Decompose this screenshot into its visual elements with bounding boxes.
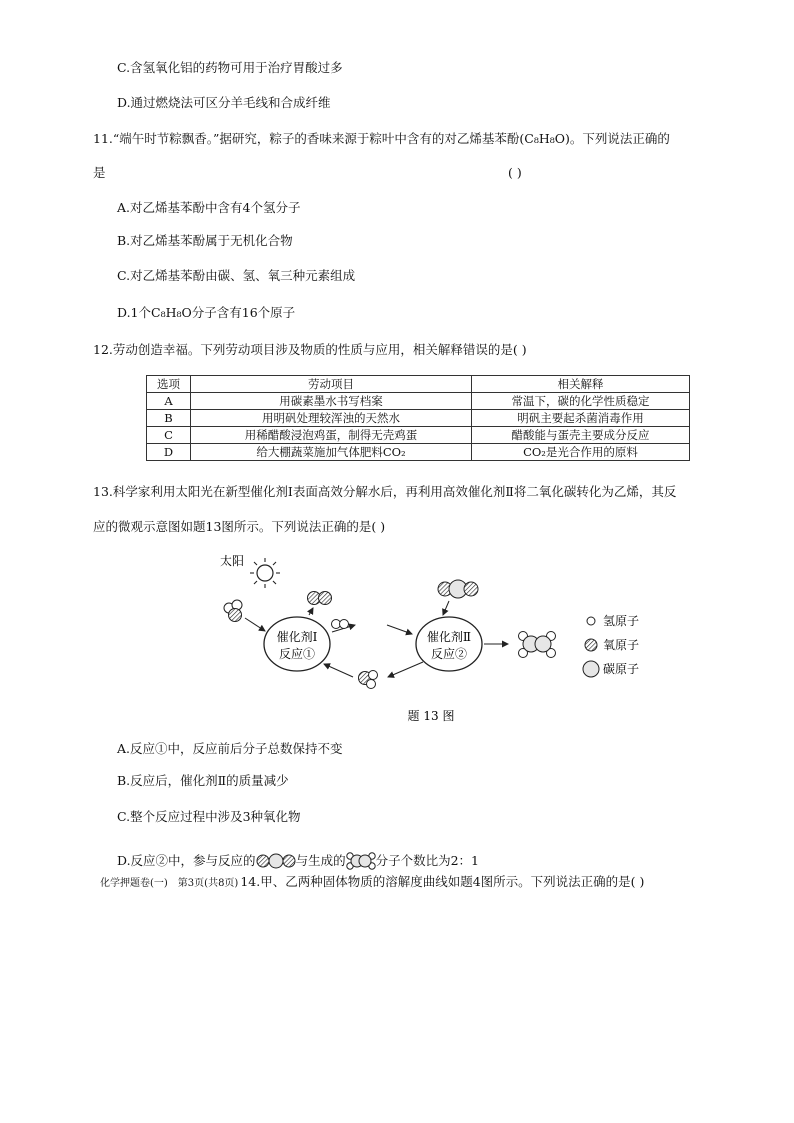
table-row bbox=[147, 393, 690, 410]
legend bbox=[583, 614, 639, 677]
table-cell: 用稀醋酸浸泡鸡蛋，制得无壳鸡蛋 bbox=[191, 427, 472, 444]
table-cell: CO₂是光合作用的原料 bbox=[472, 444, 690, 461]
q13-option-d bbox=[117, 852, 479, 870]
table-row bbox=[147, 427, 690, 444]
q12-stem: 12.劳动创造幸福。下列劳动项目涉及物质的性质与应用，相关解释错误的是( ) bbox=[93, 342, 527, 357]
table-cell: 明矾主要起杀菌消毒作用 bbox=[472, 410, 690, 427]
q11-option-b: B.对乙烯基苯酚属于无机化合物 bbox=[117, 233, 293, 248]
reaction-diagram bbox=[205, 545, 665, 730]
table-cell: B bbox=[147, 410, 191, 427]
q13-option-a: A.反应①中，反应前后分子总数保持不变 bbox=[117, 741, 343, 756]
page-footer: 化学押题卷(一) 第3页(共8页) bbox=[100, 878, 239, 889]
ethylene-molecule-icon bbox=[519, 632, 556, 658]
q11-stem-end: 是 bbox=[93, 165, 106, 180]
legend-hydrogen: 氢原子 bbox=[603, 614, 640, 628]
reactor-1-reaction: 反应① bbox=[278, 647, 316, 661]
q13-stem: 13.科学家利用太阳光在新型催化剂Ⅰ表面高效分解水后，再利用高效催化剂Ⅱ将二氧化碳转化为乙烯，其反 bbox=[93, 484, 677, 499]
table-cell: A bbox=[147, 393, 191, 410]
co2-molecule-icon bbox=[438, 580, 478, 598]
table-header: 相关解释 bbox=[472, 376, 690, 393]
q13-option-d-prefix: D.反应②中，参与反应的 bbox=[117, 853, 256, 868]
legend-carbon: 碳原子 bbox=[603, 662, 640, 676]
water-molecule-icon bbox=[224, 600, 242, 622]
sun-label: 太阳 bbox=[220, 554, 245, 568]
q11-option-c: C.对乙烯基苯酚由碳、氢、氧三种元素组成 bbox=[117, 268, 356, 283]
q10-option-c: C.含氢氧化铝的药物可用于治疗胃酸过多 bbox=[117, 60, 343, 75]
hydrogen-molecule-icon bbox=[332, 620, 349, 629]
co2-inline-icon bbox=[256, 853, 296, 869]
table-cell: 给大棚蔬菜施加气体肥料CO₂ bbox=[191, 444, 472, 461]
table-header: 选项 bbox=[147, 376, 191, 393]
q12-table bbox=[146, 375, 690, 461]
reactor-2 bbox=[416, 617, 482, 671]
table-row bbox=[147, 410, 690, 427]
q11-answer-paren: ( ) bbox=[508, 165, 522, 180]
table-header-row bbox=[147, 376, 690, 393]
q10-option-d: D.通过燃烧法可区分羊毛线和合成纤维 bbox=[117, 95, 331, 110]
water-return-icon bbox=[359, 671, 378, 689]
table-cell: C bbox=[147, 427, 191, 444]
q11-option-a: A.对乙烯基苯酚中含有4个氢分子 bbox=[117, 200, 301, 215]
reactor-2-reaction: 反应② bbox=[430, 647, 468, 661]
q13-option-d-middle: 与生成的 bbox=[295, 853, 346, 868]
legend-oxygen: 氧原子 bbox=[603, 638, 640, 652]
q11-stem: 11.“端午时节粽飘香。”据研究，粽子的香味来源于粽叶中含有的对乙烯基苯酚(C₈H₈O)。下列说法正确的 bbox=[93, 131, 670, 146]
q13-option-b: B.反应后，催化剂Ⅱ的质量减少 bbox=[117, 773, 289, 788]
sun-icon bbox=[250, 558, 280, 588]
table-cell: 醋酸能与蛋壳主要成分反应 bbox=[472, 427, 690, 444]
reactor-1 bbox=[264, 617, 330, 671]
q14-stem: 14.甲、乙两种固体物质的溶解度曲线如题4图所示。下列说法正确的是( ) bbox=[240, 874, 645, 889]
q11-option-d: D.1个C₈H₈O分子含有16个原子 bbox=[117, 305, 296, 320]
table-cell: D bbox=[147, 444, 191, 461]
table-cell: 用明矾处理较浑浊的天然水 bbox=[191, 410, 472, 427]
table-header: 劳动项目 bbox=[191, 376, 472, 393]
q13-option-c: C.整个反应过程中涉及3种氧化物 bbox=[117, 809, 301, 824]
table-cell: 常温下，碳的化学性质稳定 bbox=[472, 393, 690, 410]
q13-stem-end: 应的微观示意图如题13图所示。下列说法正确的是( ) bbox=[93, 519, 386, 534]
diagram-caption: 题 13 图 bbox=[407, 709, 455, 723]
ethylene-inline-icon bbox=[346, 852, 376, 870]
oxygen-molecule-icon bbox=[308, 592, 332, 605]
footer-line bbox=[100, 874, 644, 892]
table-cell: 用碳素墨水书写档案 bbox=[191, 393, 472, 410]
table-row bbox=[147, 444, 690, 461]
q13-option-d-suffix: 分子个数比为2：1 bbox=[375, 853, 479, 868]
reactor-1-catalyst: 催化剂Ⅰ bbox=[276, 630, 318, 644]
reactor-2-catalyst: 催化剂Ⅱ bbox=[426, 630, 472, 644]
